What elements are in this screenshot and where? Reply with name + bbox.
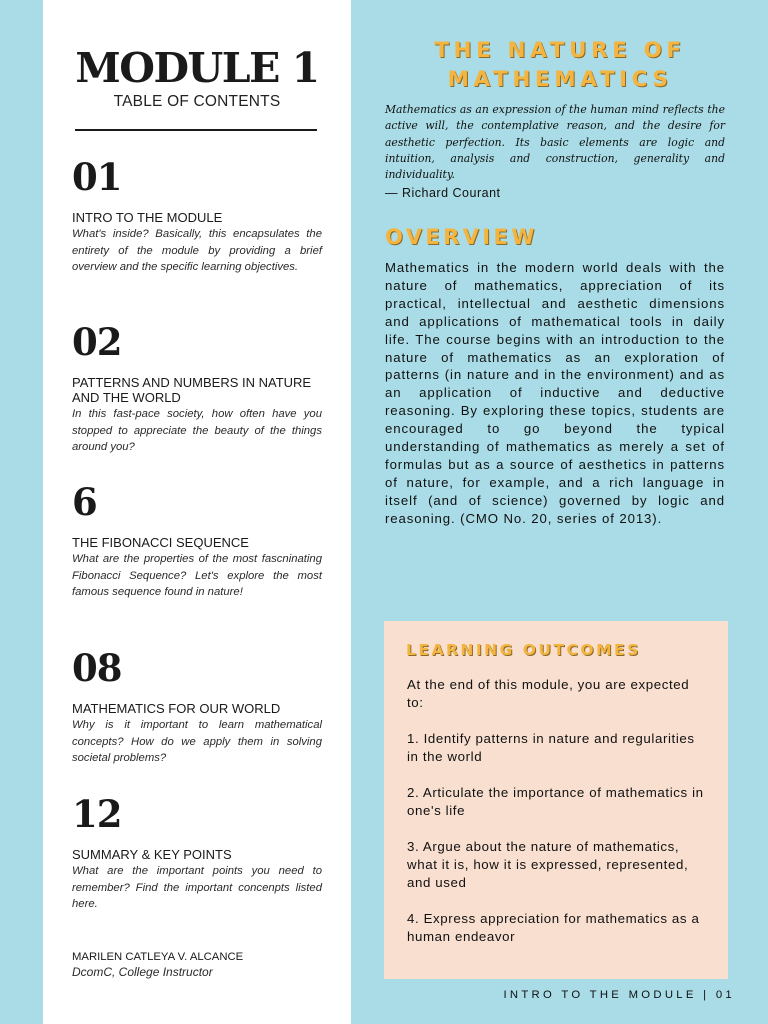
toc-item — [72, 793, 322, 913]
toc-item — [72, 647, 322, 767]
content-panel — [351, 0, 768, 1024]
toc-description: What's inside? Basically, this encapsulates the entirety of the module by providing a brief overview and the specific learning objectives. — [72, 228, 322, 273]
toc-heading: THE FIBONACCI SEQUENCE — [72, 535, 249, 550]
page-footer: INTRO TO THE MODULE | 01 — [503, 989, 735, 1001]
module-title: MODULE 1 — [75, 44, 319, 92]
learning-outcome-item: 3. Argue about the nature of mathematics, what it is, how it is expressed, represented, and used — [407, 839, 689, 890]
toc-page-number: 12 — [72, 792, 122, 836]
learning-outcomes-intro: At the end of this module, you are expected to: — [407, 677, 690, 710]
author-name: MARILEN CATLEYA V. ALCANCE — [72, 951, 244, 963]
toc-subtitle: TABLE OF CONTENTS — [113, 93, 281, 110]
toc-heading: INTRO TO THE MODULE — [72, 210, 223, 225]
toc-heading: MATHEMATICS FOR OUR WORLD — [72, 701, 281, 716]
page-title — [385, 36, 735, 94]
toc-item — [72, 156, 322, 276]
toc-page-number: 01 — [72, 155, 122, 199]
page-title-line: MATHEMATICS — [447, 67, 673, 92]
quote-attribution: — Richard Courant — [385, 186, 501, 200]
toc-item — [72, 481, 322, 601]
toc-item — [72, 321, 322, 456]
overview-paragraph: Mathematics in the modern world deals with the nature of mathematics, appreciation of its practical, intellectual and aesthetic dimensions and applications of mathematical tools in daily life. The course begins with an introduction to the nature of mathematics as an exploration of patterns (in nature and in the environment) and as an application of inductive and deductive reasoning. By exploring these topics, students are encouraged to go beyond the typical understanding of mathematics as merely a set of formulas but as a source of aesthetics in patterns of nature, for example, and a rich language in itself (and of science) governed by logic and reasoning. (CMO No. 20, series of 2013). — [385, 260, 725, 526]
table-of-contents-panel — [43, 0, 351, 1024]
overview-heading: OVERVIEW — [385, 225, 538, 249]
learning-outcome-item: 4. Express appreciation for mathematics as a human endeavor — [407, 911, 700, 944]
toc-page-number: 08 — [72, 646, 122, 690]
learning-outcomes-heading: LEARNING OUTCOMES — [406, 641, 641, 659]
toc-description: In this fast-pace society, how often have you stopped to appreciate the beauty of the things around you? — [72, 408, 322, 453]
epigraph-quote: Mathematics as an expression of the human mind reflects the active will, the contemplative reason, and the desire for aesthetic perfection. Its basic elements are logic and intuition, analysis and construction, generality and individuality. — [385, 103, 725, 182]
learning-outcomes-box — [384, 621, 728, 979]
toc-page-number: 02 — [72, 320, 122, 364]
divider — [75, 129, 317, 131]
toc-description: Why is it important to learn mathematical concepts? How do we apply them in solving societal problems? — [72, 719, 322, 764]
learning-outcome-item: 1. Identify patterns in nature and regularities in the world — [407, 731, 695, 764]
toc-description: What are the properties of the most fascninating Fibonacci Sequence? Let's explore the most famous sequence found in nature! — [72, 553, 322, 598]
author-block — [72, 951, 332, 979]
learning-outcome-item: 2. Articulate the importance of mathematics in one's life — [407, 785, 704, 818]
toc-description: What are the important points you need to remember? Find the important concenpts listed here. — [72, 865, 322, 910]
toc-page-number: 6 — [72, 480, 97, 524]
author-role: DcomC, College Instructor — [72, 965, 213, 979]
page-title-line: THE NATURE OF — [434, 38, 686, 63]
toc-heading: PATTERNS AND NUMBERS IN NATURE AND THE WORLD — [72, 375, 312, 405]
toc-heading: SUMMARY & KEY POINTS — [72, 847, 232, 862]
